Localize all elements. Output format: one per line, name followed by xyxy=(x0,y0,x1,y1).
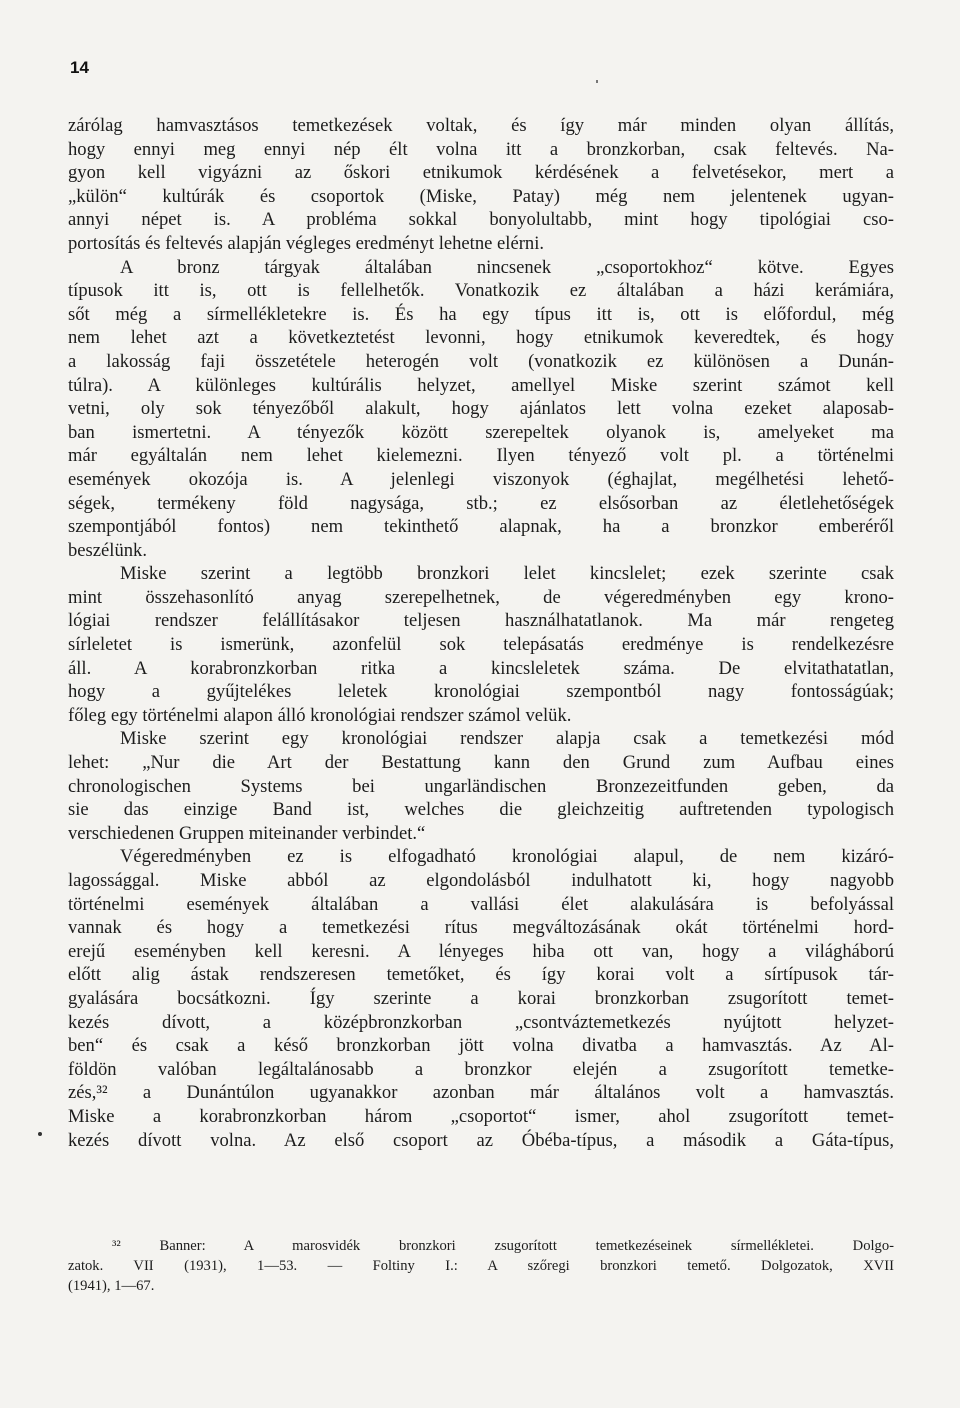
text-line: nem lehet azt a következtetést levonni, hogy etnikumok keveredtek, és hogy xyxy=(68,327,894,349)
text-line: Miske szerint egy kronológiai rendszer alapja csak a temetkezési mód xyxy=(120,728,894,750)
text-line: mint összehasonlító anyag szerepelhetnek, de végeredményben egy krono- xyxy=(68,586,894,608)
text-line: szempontjából fontos) nem tekinthető alapnak, ha a bronzkor emberéről xyxy=(68,516,894,538)
text-line: előtt alig ástak rendszeresen temetőket, és így korai volt a sírtípusok tár- xyxy=(68,964,894,986)
text-line: főleg egy történelmi alapon álló kronológiai rendszer számol velük. xyxy=(68,704,572,726)
text-line: a lakosság faji összetétele heterogén volt (vonatkozik ez különösen a Dunán- xyxy=(68,350,894,372)
page-number: 14 xyxy=(70,58,89,77)
text-line: A bronz tárgyak általában nincsenek „csoportokhoz“ kötve. Egyes xyxy=(120,256,894,278)
text-line: események okozója is. A jelenlegi viszonyok (éghajlat, megélhetési lehető- xyxy=(68,468,894,490)
text-line: ban ismertetni. A tényezők között szerepeltek olyanok is, amelyeket ma xyxy=(68,421,894,443)
text-line: Miske szerint a legtöbb bronzkori lelet kincslelet; ezek szerinte csak xyxy=(120,563,894,585)
text-line: típusok itt is, ott is fellelhetők. Vonatkozik ez általában a házi kerámiára, xyxy=(68,280,894,302)
text-line: vannak és hogy a temetkezési rítus megváltozásának okát történelmi hord- xyxy=(68,917,894,939)
text-line: hogy a gyűjtelékes leletek kronológiai szempontból nagy fontosságúak; xyxy=(68,681,894,703)
text-line: kezés dívott, a középbronzkorban „csontváztemetkezés nyújtott helyzet- xyxy=(68,1011,894,1033)
text-line: zés,³² a Dunántúlon ugyanakkor azonban már általános volt a hamvasztás. xyxy=(68,1082,894,1104)
text-line: verschiedenen Gruppen miteinander verbindet.“ xyxy=(68,822,426,844)
body-text xyxy=(68,114,894,1152)
text-line: földön valóban legáltalánosabb a bronzkor elején a zsugorított temetke- xyxy=(68,1058,894,1080)
text-line: ben“ és csak a késő bronzkorban jött volna divatba a hamvasztás. Az Al- xyxy=(68,1035,894,1057)
text-line: már egyáltalán nem lehet kielemezni. Ilyen tényező volt pl. a történelmi xyxy=(68,445,894,467)
text-line: zárólag hamvasztásos temetkezések voltak, és így már minden olyan állítás, xyxy=(68,115,894,136)
margin-mark xyxy=(38,1132,42,1136)
text-line: erejű eseményben kell keresni. A lényeges hiba ott van, hogy a világháború xyxy=(68,940,894,962)
text-line: „külön“ kultúrák és csoportok (Miske, Patay) még nem jelentenek ugyan- xyxy=(68,185,894,207)
text-line: áll. A korabronzkorban ritka a kincsleletek száma. De elvitathatatlan, xyxy=(68,657,894,679)
text-line: annyi népet is. A probléma sokkal bonyolultabb, mint hogy tipológiai cso- xyxy=(68,209,894,231)
scan-speck xyxy=(596,80,598,83)
text-line: vetni, oly sok tényezőből alakult, hogy ajánlatos lett volna ezeket alaposab- xyxy=(68,398,894,420)
footnotes xyxy=(68,1236,894,1296)
text-line: Végeredményben ez is elfogadható kronológiai alapul, de nem kizáró- xyxy=(120,846,894,868)
text-line: gyon kell vigyázni az őskori etnikumok kérdésének a felvetésekor, mert a xyxy=(68,162,894,184)
text-line: kezés dívott volna. Az első csoport az Óbéba-típus, a második a Gáta-típus, xyxy=(68,1129,894,1151)
footnote-line: ³² Banner: A marosvidék bronzkori zsugorított temetkezéseinek sírmellékletei. Dolgo- xyxy=(112,1238,894,1254)
text-line: chronologischen Systems bei ungarländischen Bronzezeitfunden geben, da xyxy=(68,775,894,797)
text-line: lagossággal. Miske abból az elgondolásból indulhatott ki, hogy nagyobb xyxy=(68,870,894,891)
footnote-line: zatok. VII (1931), 1—53. — Foltiny I.: A szőregi bronzkori temető. Dolgozatok, XVII xyxy=(68,1258,894,1274)
text-line: lehet: „Nur die Art der Bestattung kann den Grund zum Aufbau eines xyxy=(68,752,894,774)
text-line: portosítás és feltevés alapján végleges eredményt lehetne elérni. xyxy=(68,232,545,254)
text-line: gyalására bocsátkozni. Így szerinte a korai bronzkorban zsugorított temet- xyxy=(68,987,894,1009)
text-line: történelmi események általában a vallási élet alakulására is befolyással xyxy=(68,893,894,915)
text-line: ségek, termékeny föld nagysága, stb.; ez elsősorban az életlehetőségek xyxy=(68,492,894,514)
footnote-line: (1941), 1—67. xyxy=(68,1278,155,1294)
text-line: sírleletet is ismerünk, azonfelül sok telepásatás eredménye is rendelkezésre xyxy=(68,634,894,656)
text-line: hogy ennyi meg ennyi nép élt volna itt a bronzkorban, csak feltevés. Na- xyxy=(68,138,894,160)
text-line: sőt még a sírmellékletekre is. És ha egy típus itt is, ott is előfordul, még xyxy=(68,303,894,325)
text-line: túlra). A különleges kultúrális helyzet, amellyel Miske szerint számot kell xyxy=(68,374,894,396)
text-line: sie das einzige Band ist, welches die gleichzeitig auftretenden typologisch xyxy=(68,799,894,821)
text-line: beszélünk. xyxy=(68,539,147,561)
text-line: Miske a korabronzkorban három „csoportot“ ismer, ahol zsugorított temet- xyxy=(68,1105,894,1127)
text-line: lógiai rendszer felállításakor teljesen használhatatlanok. Ma már rengeteg xyxy=(68,610,894,632)
